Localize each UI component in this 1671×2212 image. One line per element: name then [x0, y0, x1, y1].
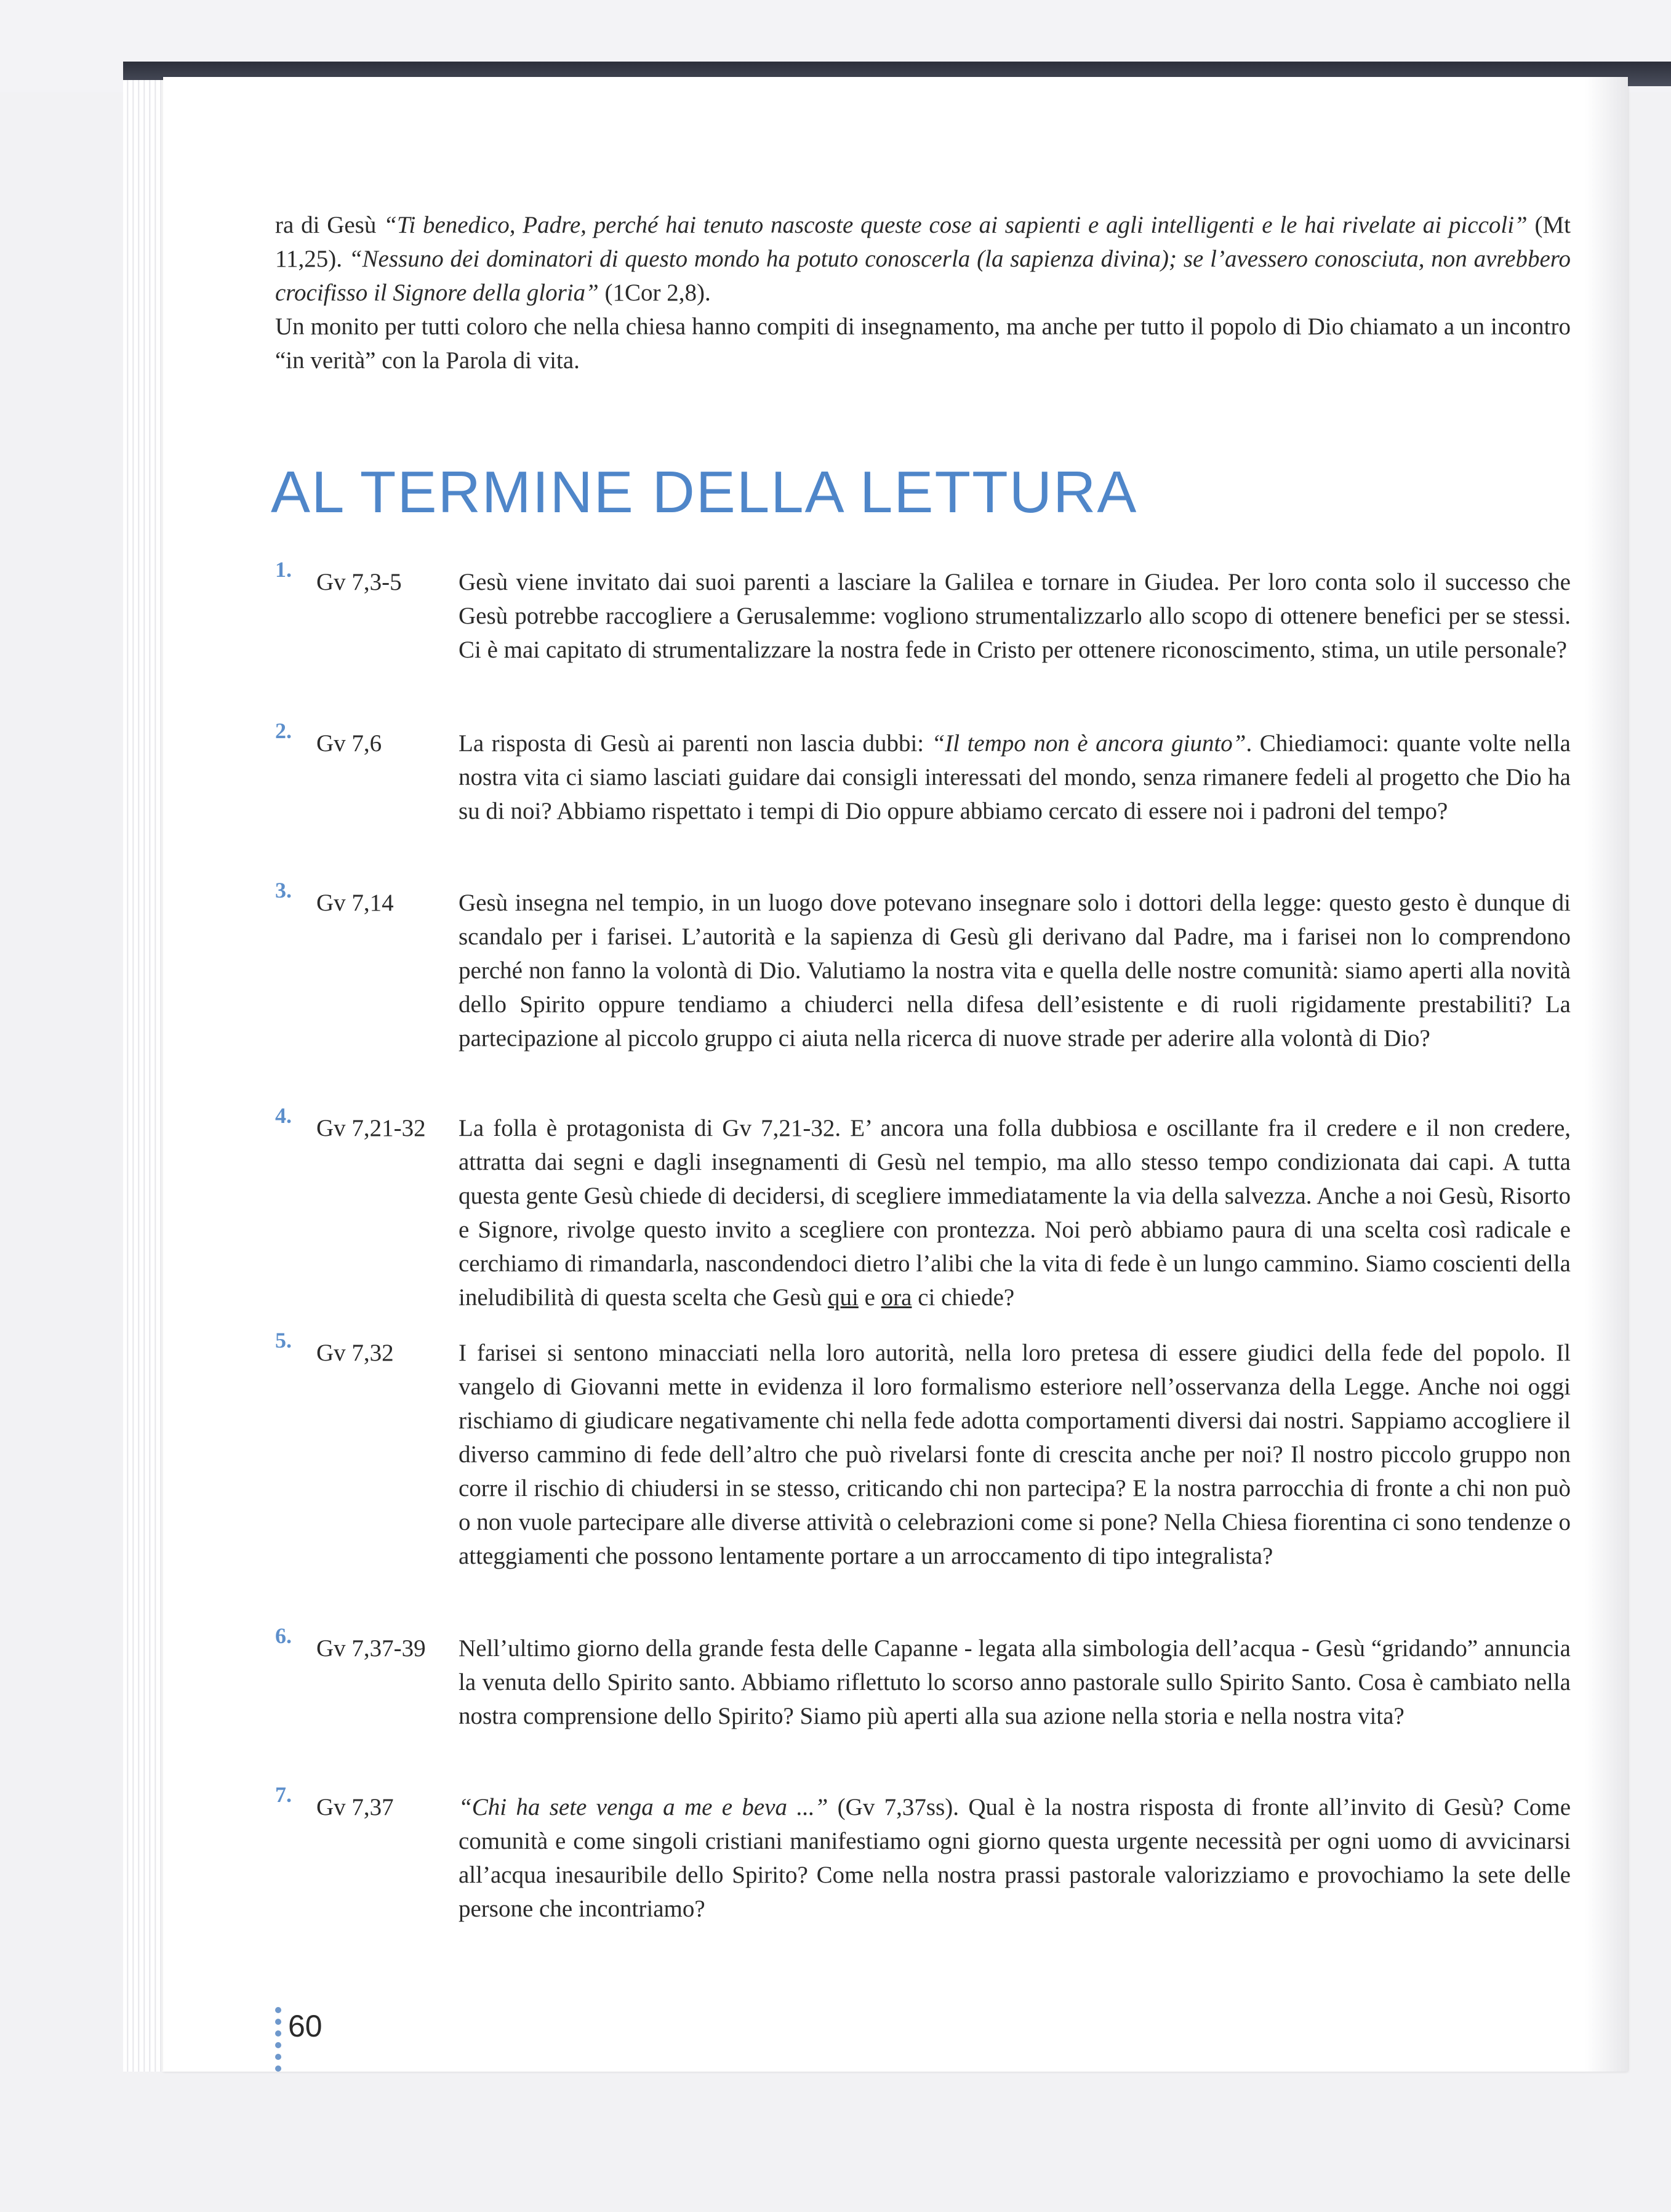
quote-corinthians: “Nessuno dei dominatori di questo mondo ha potuto conoscerla (la sapienza divina); se l’avessero conosciuta, non avrebbero crocifisso il Signore della gloria”	[275, 246, 1571, 306]
dot	[275, 2019, 281, 2025]
section-title: AL TERMINE DELLA LETTURA	[271, 459, 1138, 525]
quote-matthew: “Ti benedico, Padre, perché hai tenuto nascoste queste cose ai sapienti e agli intelligenti e le hai rivelate ai piccoli”	[383, 212, 1528, 238]
intro-text	[275, 208, 1571, 377]
quote-text: “Chi ha sete venga a me e beva ...”	[459, 1794, 828, 1820]
item-text: Gesù insegna nel tempio, in un luogo dove potevano insegnare solo i dottori della legge: questo gesto è dunque di scandalo per i farisei. L’autorità e la sapienza di Gesù gli derivano dal Padre, ma i farisei non lo comprendono perché non fanno la volontà di Dio. Valutiamo la nostra vita e quella delle nostre comunità: siamo aperti alla novità dello Spirito oppure tendiamo a chiuderci nella difesa dell’esistente e di ruoli rigidamente prestabiliti? La partecipazione al piccolo gruppo ci aiuta nella ricerca di nuove strade per aderire alla volontà di Dio?	[459, 890, 1571, 1052]
item-reference: Gv 7,3-5	[316, 569, 402, 595]
item-number: 4.	[275, 1103, 292, 1128]
dot	[275, 2065, 281, 2072]
item-number: 7.	[275, 1782, 292, 1807]
dot	[275, 2054, 281, 2060]
item-text: La folla è protagonista di Gv 7,21-32. E’ ancora una folla dubbiosa e oscillante fra il credere e il non credere, attratta dai segni e dagli insegnamenti di Gesù nel tempio, ma allo stesso tempo condizionata dai capi. A tutta questa gente Gesù chiede di decidersi, di scegliere immediatamente la via della salvezza. Anche a noi Gesù, Risorto e Signore, rivolge questo invito a scegliere con prontezza. Noi però abbiamo paura di una scelta così radicale e cerchiamo di rimandarla, nascondendoci dietro l’alibi che la vita di fede è un lungo cammino. Siamo coscienti della ineludibilità di questa scelta che Gesù qui e ora ci chiede?	[459, 1115, 1571, 1311]
page-curl-shadow	[1585, 77, 1628, 2072]
item-text: La risposta di Gesù ai parenti non lascia dubbi: “Il tempo non è ancora giunto”. Chiediamoci: quante volte nella nostra vita ci siamo lasciati guidare dai consigli interessati del mondo, senza rimanere fedeli al progetto che Dio ha su di noi? Abbiamo rispettato i tempi di Dio oppure abbiamo cercato di essere noi i padroni del tempo?	[459, 730, 1571, 824]
intro-paragraph-2: Un monito per tutti coloro che nella chiesa hanno compiti di insegnamento, ma anche per tutto il popolo di Dio chiamato a un incontro “in verità” con la Parola di vita.	[275, 313, 1571, 374]
dot	[275, 2042, 281, 2048]
item-number: 3.	[275, 878, 292, 903]
item-text: I farisei si sentono minacciati nella loro autorità, nella loro pretesa di essere giudici della fede del popolo. Il vangelo di Giovanni mette in evidenza il loro formalismo esteriore nell’osservanza della Legge. Anche noi oggi rischiamo di giudicare negativamente chi nella fede adotta comportamenti diversi dai nostri. Sappiamo accogliere il diverso cammino di fede dell’altro che può rivelarsi fonte di crescita anche per noi? Il nostro piccolo gruppo non corre il rischio di chiudersi in se stesso, criticando chi non partecipa? E la nostra parrocchia di fronte a chi non può o non vuole partecipare alle diverse attività o celebrazioni come si pone? Nella Chiesa fiorentina ci sono tendenze o atteggiamenti che possono lentamente portare a un arroccamento di tipo integralista?	[459, 1340, 1571, 1569]
dot	[275, 2030, 281, 2037]
item-reference: Gv 7,32	[316, 1340, 394, 1366]
item-text: Gesù viene invitato dai suoi parenti a lasciare la Galilea e tornare in Giudea. Per loro conta solo il successo che Gesù potrebbe raccogliere a Gerusalemme: vogliono strumentalizzarlo allo scopo di ottenere benefici per se stessi. Ci è mai capitato di strumentalizzare la nostra fede in Cristo per ottenere riconoscimento, stima, un utile personale?	[459, 569, 1571, 663]
dot	[275, 2007, 281, 2013]
item-reference: Gv 7,14	[316, 890, 394, 916]
page-number: 60	[288, 2009, 323, 2043]
item-reference: Gv 7,37-39	[316, 1635, 426, 1662]
item-number: 2.	[275, 718, 292, 743]
underlined-ora: ora	[881, 1284, 912, 1311]
item-text: “Chi ha sete venga a me e beva ...” (Gv 7,37ss). Qual è la nostra risposta di fronte all’invito di Gesù? Come comunità e come singoli cristiani manifestiamo ogni giorno questa urgente necessità per ogni uomo di avvicinarsi all’acqua inesauribile dello Spirito? Come nella nostra prassi pastorale valorizziamo e provochiamo la sete delle persone che incontriamo?	[459, 1794, 1571, 1922]
item-number: 6.	[275, 1623, 292, 1648]
item-number: 1.	[275, 557, 292, 582]
item-reference: Gv 7,6	[316, 730, 382, 757]
item-number: 5.	[275, 1328, 292, 1353]
item-reference: Gv 7,37	[316, 1794, 394, 1820]
item-reference: Gv 7,21-32	[316, 1115, 426, 1141]
quote-text: “Il tempo non è ancora giunto”	[931, 730, 1246, 757]
item-text: Nell’ultimo giorno della grande festa delle Capanne - legata alla simbologia dell’acqua - Gesù “gridando” annuncia la venuta dello Spirito santo. Abbiamo riflettuto lo scorso anno pastorale sullo Spirito Santo. Cosa è cambiato nella nostra comprensione dello Spirito? Siamo più aperti alla sua azione nella storia e nella nostra vita?	[459, 1635, 1571, 1729]
intro-paragraph-1: ra di Gesù “Ti benedico, Padre, perché hai tenuto nascoste queste cose ai sapienti e agli intelligenti e le hai rivelate ai piccoli” (Mt 11,25). “Nessuno dei dominatori di questo mondo ha potuto conoscerla (la sapienza divina); se l’avessero conosciuta, non avrebbero crocifisso il Signore della gloria” (1Cor 2,8).	[275, 212, 1571, 306]
page-number-dots	[275, 2007, 284, 2077]
underlined-qui: qui	[828, 1284, 859, 1311]
